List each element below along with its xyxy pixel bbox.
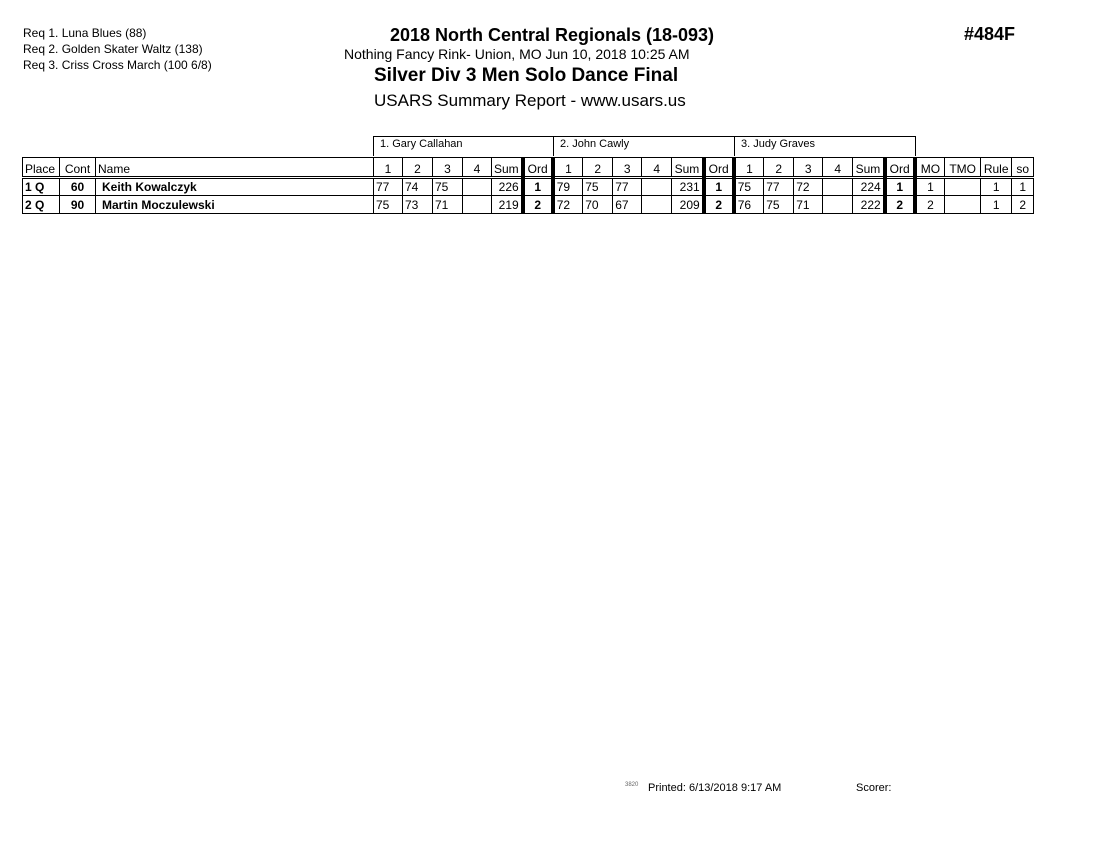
- j2-score-3: 67: [613, 196, 642, 214]
- j3-score-3: 71: [794, 196, 823, 214]
- j3-col-3: 3: [794, 158, 823, 178]
- j1-sum: 226: [492, 178, 523, 196]
- col-cont: Cont: [60, 158, 96, 178]
- j1-col-ord: Ord: [523, 158, 553, 178]
- col-place: Place: [23, 158, 60, 178]
- mo-cell: 1: [915, 178, 945, 196]
- results-table: [22, 157, 1034, 214]
- col-tmo: TMO: [945, 158, 981, 178]
- j2-score-2: 75: [583, 178, 613, 196]
- table-row: [23, 178, 1034, 196]
- so-cell: 1: [1012, 178, 1034, 196]
- col-mo: MO: [915, 158, 945, 178]
- j1-score-4: [463, 178, 492, 196]
- col-name: Name: [96, 158, 374, 178]
- j1-col-sum: Sum: [492, 158, 523, 178]
- j3-sum: 222: [853, 196, 885, 214]
- j2-score-1: 72: [553, 196, 583, 214]
- report-code: #484F: [964, 24, 1016, 44]
- location-datetime: Nothing Fancy Rink- Union, MO Jun 10, 2018 10:25 AM: [344, 46, 690, 62]
- tmo-cell: [945, 196, 981, 214]
- j2-ord: 1: [704, 178, 734, 196]
- col-so: so: [1012, 158, 1034, 178]
- j2-score-1: 79: [553, 178, 583, 196]
- j2-score-3: 77: [613, 178, 642, 196]
- requirement-3: Req 3. Criss Cross March (100 6/8): [23, 58, 212, 72]
- j3-score-1: 76: [734, 196, 764, 214]
- j3-score-4: [823, 196, 853, 214]
- rule-cell: 1: [981, 178, 1012, 196]
- j1-col-1: 1: [374, 158, 403, 178]
- j1-score-2: 73: [403, 196, 433, 214]
- requirement-2: Req 2. Golden Skater Waltz (138): [23, 42, 203, 56]
- j2-col-1: 1: [553, 158, 583, 178]
- judge-3-header: 3. Judy Graves: [734, 136, 916, 156]
- place-cell: 2 Q: [23, 196, 60, 214]
- mo-cell: 2: [915, 196, 945, 214]
- j2-col-2: 2: [583, 158, 613, 178]
- footer-code: 3820: [625, 782, 639, 788]
- requirement-1: Req 1. Luna Blues (88): [23, 26, 147, 40]
- scorer-label: Scorer:: [856, 782, 892, 794]
- j3-score-2: 75: [764, 196, 794, 214]
- j3-col-ord: Ord: [885, 158, 915, 178]
- j1-score-1: 75: [374, 196, 403, 214]
- j1-score-1: 77: [374, 178, 403, 196]
- j3-score-4: [823, 178, 853, 196]
- table-row: [23, 196, 1034, 214]
- j2-score-4: [642, 178, 672, 196]
- j3-sum: 224: [853, 178, 885, 196]
- j1-score-2: 74: [403, 178, 433, 196]
- judge-1-header: 1. Gary Callahan: [373, 136, 554, 156]
- j1-sum: 219: [492, 196, 523, 214]
- j1-score-3: 71: [433, 196, 463, 214]
- j2-sum: 209: [672, 196, 704, 214]
- j2-sum: 231: [672, 178, 704, 196]
- so-cell: 2: [1012, 196, 1034, 214]
- j1-col-3: 3: [433, 158, 463, 178]
- j1-score-3: 75: [433, 178, 463, 196]
- report-title: USARS Summary Report - www.usars.us: [374, 91, 686, 110]
- cont-cell: 90: [60, 196, 96, 214]
- j2-ord: 2: [704, 196, 734, 214]
- event-title: Silver Div 3 Men Solo Dance Final: [374, 65, 679, 86]
- j2-col-3: 3: [613, 158, 642, 178]
- j1-score-4: [463, 196, 492, 214]
- rule-cell: 1: [981, 196, 1012, 214]
- name-cell: Martin Moczulewski: [96, 196, 374, 214]
- j2-score-2: 70: [583, 196, 613, 214]
- j3-col-sum: Sum: [853, 158, 885, 178]
- j2-score-4: [642, 196, 672, 214]
- competition-title: 2018 North Central Regionals (18-093): [389, 25, 715, 45]
- j1-col-2: 2: [403, 158, 433, 178]
- col-rule: Rule: [981, 158, 1012, 178]
- cont-cell: 60: [60, 178, 96, 196]
- j1-col-4: 4: [463, 158, 492, 178]
- j3-col-4: 4: [823, 158, 853, 178]
- j3-score-2: 77: [764, 178, 794, 196]
- j3-ord: 2: [885, 196, 915, 214]
- j2-col-sum: Sum: [672, 158, 704, 178]
- judge-2-header: 2. John Cawly: [553, 136, 735, 156]
- printed-timestamp: Printed: 6/13/2018 9:17 AM: [648, 782, 782, 794]
- j3-col-1: 1: [734, 158, 764, 178]
- j3-score-1: 75: [734, 178, 764, 196]
- j2-col-4: 4: [642, 158, 672, 178]
- j1-ord: 2: [523, 196, 553, 214]
- tmo-cell: [945, 178, 981, 196]
- j1-ord: 1: [523, 178, 553, 196]
- place-cell: 1 Q: [23, 178, 60, 196]
- j3-col-2: 2: [764, 158, 794, 178]
- table-header-row: [23, 158, 1034, 178]
- j2-col-ord: Ord: [704, 158, 734, 178]
- name-cell: Keith Kowalczyk: [96, 178, 374, 196]
- j3-ord: 1: [885, 178, 915, 196]
- j3-score-3: 72: [794, 178, 823, 196]
